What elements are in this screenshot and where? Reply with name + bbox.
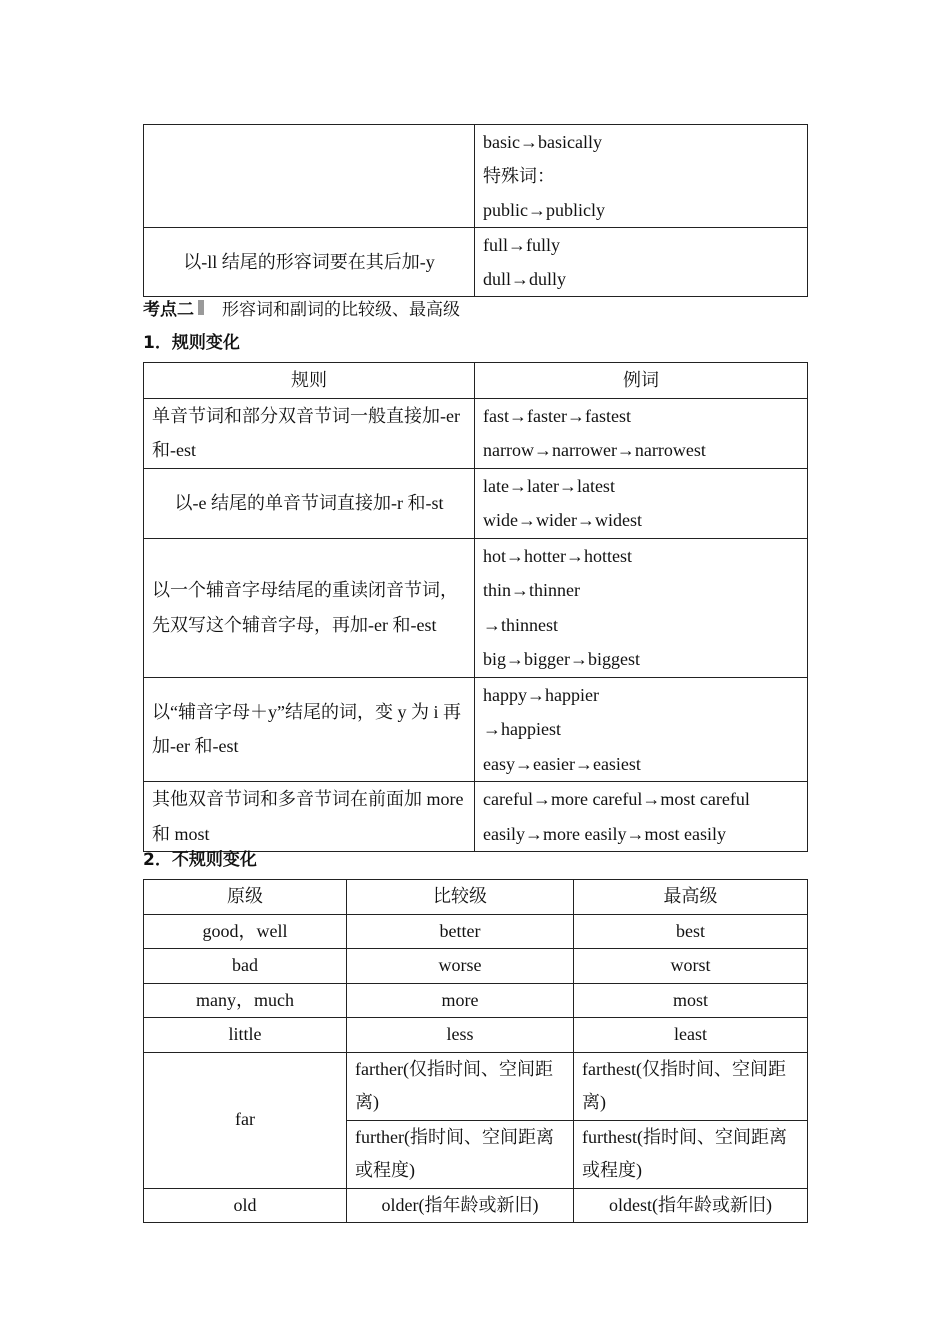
table-row <box>144 125 808 228</box>
header-comparative: 比较级 <box>347 880 574 915</box>
example-line: big→bigger→biggest <box>483 649 640 669</box>
superlative-cell: best <box>574 914 808 949</box>
example-line: easy→easier→easiest <box>483 753 641 774</box>
examples-cell <box>475 228 808 297</box>
example-line: public→publicly <box>483 200 605 220</box>
rule-cell: 其他双音节词和多音节词在前面加 more 和 most <box>144 782 475 852</box>
example-line: dull→dully <box>483 269 567 289</box>
superlative-cell: farthest(仅指时间、空间距离) <box>574 1052 808 1120</box>
rule-cell: 以-ll 结尾的形容词要在其后加-y <box>144 228 475 297</box>
superlative-cell: oldest(指年龄或新旧) <box>574 1188 808 1223</box>
table-row <box>144 782 808 852</box>
base-cell: many，much <box>144 983 347 1018</box>
base-cell: little <box>144 1018 347 1053</box>
base-cell: far <box>144 1052 347 1188</box>
comparative-cell: worse <box>347 949 574 984</box>
comparative-cell: older(指年龄或新旧) <box>347 1188 574 1223</box>
table-row <box>144 914 808 949</box>
table-row <box>144 1052 808 1120</box>
examples-cell <box>475 468 808 538</box>
example-line: easily→more easily→most easily <box>483 823 726 844</box>
examples-cell <box>475 538 808 677</box>
table-row <box>144 398 808 468</box>
base-cell: bad <box>144 949 347 984</box>
rule-cell: 单音节词和部分双音节词一般直接加-er 和-est <box>144 398 475 468</box>
adverb-formation-table <box>143 124 808 297</box>
comparative-cell: further(指时间、空间距离或程度) <box>347 1120 574 1188</box>
superlative-cell: furthest(指时间、空间距离或程度) <box>574 1120 808 1188</box>
example-line: basic→basically <box>483 132 602 152</box>
examples-cell <box>475 782 808 852</box>
header-rule: 规则 <box>144 363 475 399</box>
bar-icon <box>198 300 204 315</box>
superlative-cell: worst <box>574 949 808 984</box>
kaodian-heading <box>143 294 460 320</box>
header-base: 原级 <box>144 880 347 915</box>
example-line: hot→hotter→hottest <box>483 545 632 566</box>
rule-cell <box>144 125 475 228</box>
table-row <box>144 228 808 297</box>
header-examples: 例词 <box>475 363 808 399</box>
table-header-row <box>144 363 808 399</box>
comparative-cell: better <box>347 914 574 949</box>
examples-cell <box>475 677 808 782</box>
base-cell: old <box>144 1188 347 1223</box>
superlative-cell: least <box>574 1018 808 1053</box>
comparative-cell: more <box>347 983 574 1018</box>
kaodian-tag: 考点二 <box>143 299 194 320</box>
example-line: →thinnest <box>483 614 558 635</box>
rule-cell: 以-e 结尾的单音节词直接加-r 和-st <box>144 468 475 538</box>
kaodian-title: 形容词和副词的比较级、最高级 <box>222 299 460 320</box>
rule-cell: 以一个辅音字母结尾的重读闭音节词，先双写这个辅音字母，再加-er 和-est <box>144 538 475 677</box>
example-line: full→fully <box>483 235 560 255</box>
rule-cell: 以“辅音字母＋y”结尾的词，变 y 为 i 再加-er 和-est <box>144 677 475 782</box>
example-line: happy→happier <box>483 684 599 705</box>
table-header-row <box>144 880 808 915</box>
regular-change-table <box>143 362 808 852</box>
example-line: late→later→latest <box>483 475 615 496</box>
section-1-title: 1．规则变化 <box>143 333 240 353</box>
section-2-title: 2．不规则变化 <box>143 850 257 870</box>
table-row <box>144 949 808 984</box>
example-line: narrow→narrower→narrowest <box>483 440 706 460</box>
comparative-cell: farther(仅指时间、空间距离) <box>347 1052 574 1120</box>
table-row <box>144 538 808 677</box>
table-row <box>144 1188 808 1223</box>
table-row <box>144 677 808 782</box>
header-superlative: 最高级 <box>574 880 808 915</box>
example-line: thin→thinner <box>483 580 580 600</box>
example-line: →happiest <box>483 719 561 739</box>
table-row <box>144 468 808 538</box>
table-row <box>144 983 808 1018</box>
comparative-cell: less <box>347 1018 574 1053</box>
base-cell: good，well <box>144 914 347 949</box>
example-line: fast→faster→fastest <box>483 405 631 426</box>
irregular-change-table <box>143 879 808 1223</box>
examples-cell <box>475 125 808 228</box>
example-line: 特殊词： <box>483 166 555 186</box>
example-line: wide→wider→widest <box>483 510 642 530</box>
example-line: careful→more careful→most careful <box>483 789 750 809</box>
table-row <box>144 1018 808 1053</box>
superlative-cell: most <box>574 983 808 1018</box>
examples-cell <box>475 398 808 468</box>
